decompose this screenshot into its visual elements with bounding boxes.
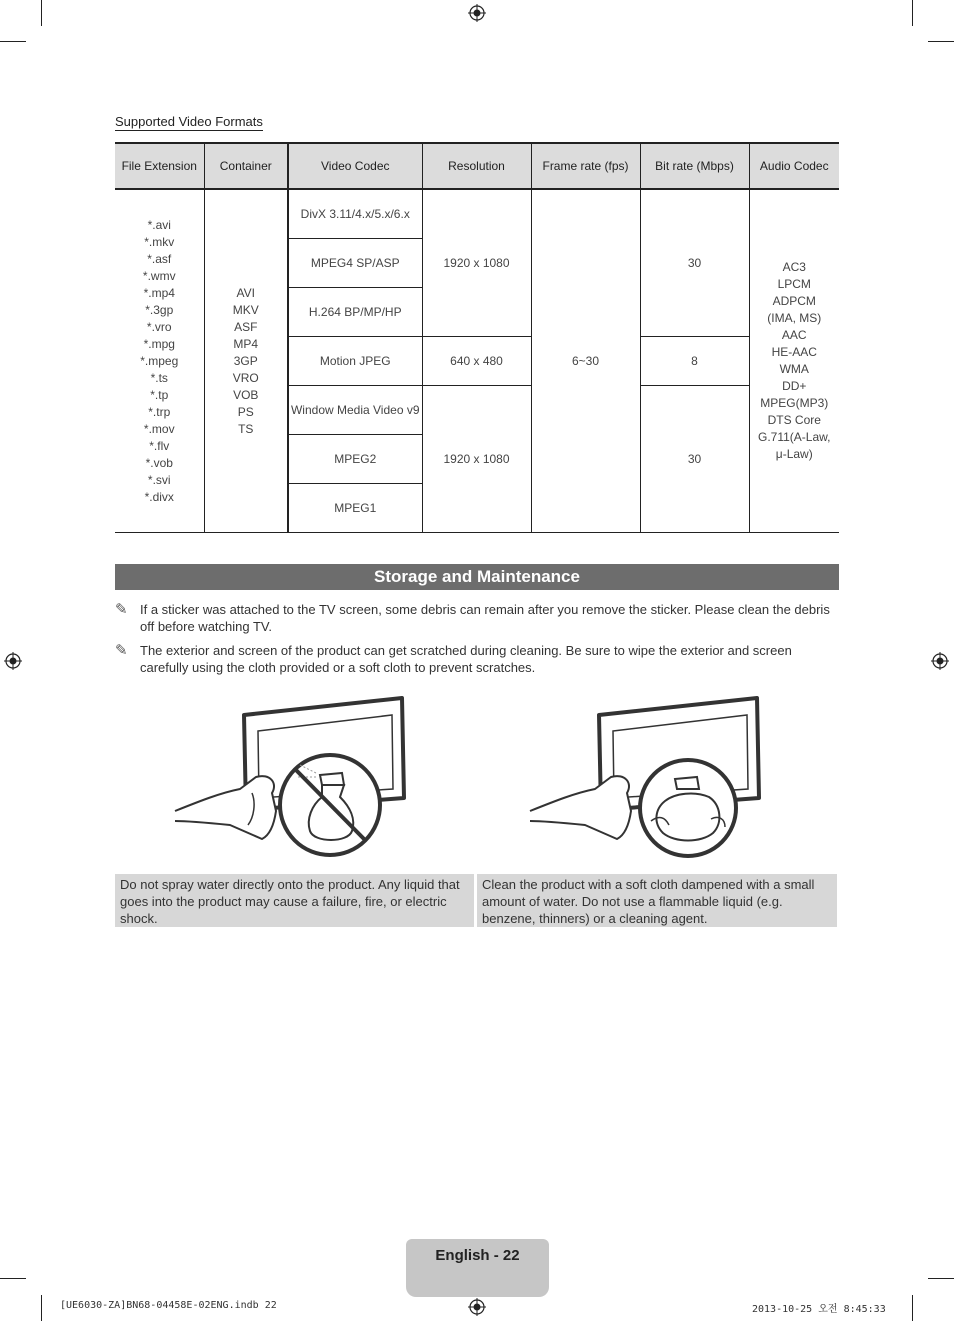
audio-codec-item: AC3 xyxy=(782,260,806,274)
registration-mark-icon xyxy=(468,4,486,22)
frame-rate-cell: 6~30 xyxy=(531,189,640,533)
header-file-extension: File Extension xyxy=(115,143,204,189)
wipe-cloth-illustration xyxy=(525,693,775,863)
bit-rate-cell: 30 xyxy=(640,386,749,533)
bit-rate-cell: 30 xyxy=(640,189,749,337)
container-item: MKV xyxy=(232,302,259,317)
audio-list xyxy=(750,259,840,463)
file-extension-item: *.trp xyxy=(148,404,171,419)
container-item: TS xyxy=(238,421,254,436)
container-item: ASF xyxy=(234,319,258,334)
file-extension-item: *.divx xyxy=(144,489,174,504)
audio-codec-item: DD+ xyxy=(782,379,807,393)
container-item: MP4 xyxy=(233,336,259,351)
file-extension-item: *.asf xyxy=(147,251,172,266)
file-extension-cell xyxy=(115,189,204,533)
pencil-note-icon: ✎ xyxy=(115,601,128,618)
caption-soft-cloth: Clean the product with a soft cloth dampened with a small amount of water. Do not use a flammable liquid (e.g. benzene, thinners) or a cleaning agent. xyxy=(477,874,837,927)
registration-mark-icon xyxy=(468,1298,486,1316)
note-item xyxy=(115,601,839,635)
crop-mark xyxy=(41,0,42,26)
codec-cell: MPEG2 xyxy=(288,435,422,484)
audio-codec-item: HE-AAC xyxy=(771,345,817,359)
file-extension-item: *.3gp xyxy=(145,302,174,317)
audio-codec-item: DTS Core xyxy=(767,413,821,427)
codec-cell: Window Media Video v9 xyxy=(288,386,422,435)
audio-codec-item: WMA xyxy=(779,362,809,376)
container-list xyxy=(205,285,288,438)
crop-mark xyxy=(928,41,954,42)
file-extension-item: *.svi xyxy=(147,472,171,487)
crop-mark xyxy=(0,1278,26,1279)
video-formats-table xyxy=(115,142,839,533)
note-item xyxy=(115,642,839,676)
file-extension-item: *.mkv xyxy=(144,234,175,249)
file-extension-item: *.ts xyxy=(150,370,168,385)
crop-mark xyxy=(41,1295,42,1321)
file-extension-item: *.vob xyxy=(145,455,173,470)
container-item: VOB xyxy=(233,387,259,402)
audio-codec-item: μ-Law) xyxy=(775,447,813,461)
codec-cell: MPEG1 xyxy=(288,484,422,533)
file-extension-item: *.mp4 xyxy=(143,285,175,300)
note-text: The exterior and screen of the product can get scratched during cleaning. Be sure to wipe the exterior and screen carefully using the cloth provided or a soft cloth to prevent scratches. xyxy=(140,643,792,675)
pencil-note-icon: ✎ xyxy=(115,642,128,659)
header-bit-rate: Bit rate (Mbps) xyxy=(640,143,749,189)
imprint-file: [UE6030-ZA]BN68-04458E-02ENG.indb 22 xyxy=(60,1300,277,1311)
container-item: VRO xyxy=(232,370,259,385)
ext-list xyxy=(115,217,204,506)
imprint-date: 2013-10-25 오전 8:45:33 xyxy=(752,1304,886,1315)
resolution-cell: 640 x 480 xyxy=(422,337,531,386)
audio-codec-cell xyxy=(749,189,839,533)
container-item: AVI xyxy=(236,285,255,300)
file-extension-item: *.mpeg xyxy=(140,353,179,368)
file-extension-item: *.vro xyxy=(146,319,172,334)
file-extension-item: *.flv xyxy=(149,438,170,453)
file-extension-item: *.mov xyxy=(143,421,175,436)
table-row xyxy=(115,189,839,239)
header-container: Container xyxy=(204,143,288,189)
audio-codec-item: G.711(A-Law, xyxy=(758,430,831,444)
caption-no-spray: Do not spray water directly onto the product. Any liquid that goes into the product may cause a failure, fire, or electric shock. xyxy=(115,874,474,927)
container-item: 3GP xyxy=(233,353,258,368)
file-extension-item: *.wmv xyxy=(142,268,176,283)
registration-mark-icon xyxy=(931,652,949,670)
header-audio-codec: Audio Codec xyxy=(749,143,839,189)
crop-mark xyxy=(912,1295,913,1321)
page-number-tab: English - 22 xyxy=(406,1239,549,1297)
codec-cell: MPEG4 SP/ASP xyxy=(288,239,422,288)
header-video-codec: Video Codec xyxy=(288,143,422,189)
resolution-cell: 1920 x 1080 xyxy=(422,189,531,337)
audio-codec-item: ADPCM xyxy=(772,294,816,308)
header-frame-rate: Frame rate (fps) xyxy=(531,143,640,189)
codec-cell: Motion JPEG xyxy=(288,337,422,386)
crop-mark xyxy=(928,1278,954,1279)
crop-mark xyxy=(0,41,26,42)
file-extension-item: *.tp xyxy=(150,387,169,402)
audio-codec-item: (IMA, MS) xyxy=(767,311,822,325)
audio-codec-item: AAC xyxy=(781,328,807,342)
bit-rate-cell: 8 xyxy=(640,337,749,386)
resolution-cell: 1920 x 1080 xyxy=(422,386,531,533)
audio-codec-item: LPCM xyxy=(777,277,811,291)
codec-cell: DivX 3.11/4.x/5.x/6.x xyxy=(288,189,422,239)
container-item: PS xyxy=(237,404,254,419)
audio-codec-item: MPEG(MP3) xyxy=(760,396,829,410)
table-header-row xyxy=(115,143,839,189)
note-text: If a sticker was attached to the TV screen, some debris can remain after you remove the sticker. Please clean the debris off before watching TV. xyxy=(140,602,830,634)
file-extension-item: *.avi xyxy=(147,217,171,232)
no-spray-illustration xyxy=(170,693,420,863)
storage-maintenance-heading: Storage and Maintenance xyxy=(115,564,839,590)
crop-mark xyxy=(912,0,913,26)
container-cell xyxy=(204,189,288,533)
header-resolution: Resolution xyxy=(422,143,531,189)
table-title: Supported Video Formats xyxy=(115,114,263,129)
file-extension-item: *.mpg xyxy=(143,336,175,351)
registration-mark-icon xyxy=(4,652,22,670)
codec-cell: H.264 BP/MP/HP xyxy=(288,288,422,337)
